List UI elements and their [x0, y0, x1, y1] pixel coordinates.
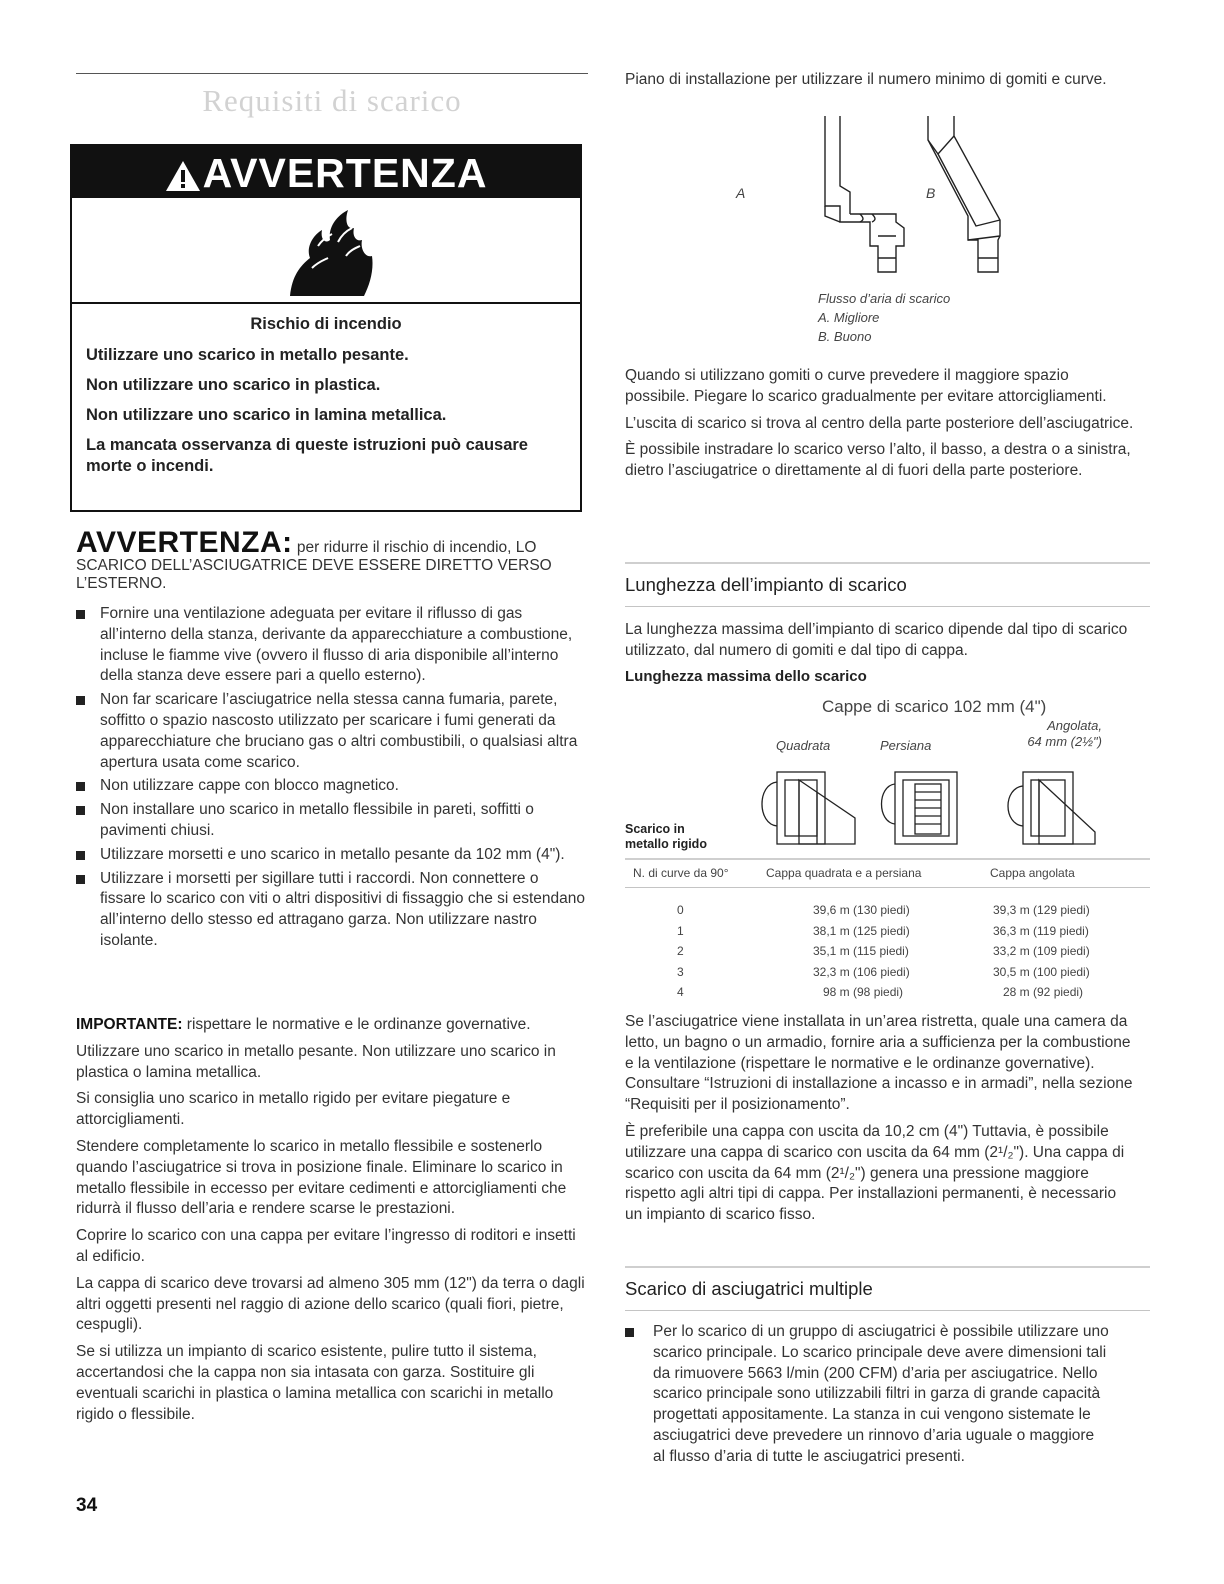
table-row: 3 32,3 m (106 piedi) 30,5 m (100 piedi) [677, 964, 1090, 979]
paragraph: È preferibile una cappa con uscita da 10,2 cm (4") Tuttavia, è possibile utilizzare una cappa di scarico con uscita da 64 mm (2¹/₂"). Una cappa di scarico con uscita da 64 mm (2¹/₂") genera una pressione maggiore rispetto agli altri tipi di cappa. Per installazioni permanenti, è necessario un impianto di scarico fisso. [625, 1122, 1125, 1224]
warning-text [86, 314, 566, 486]
table-row: 0 39,6 m (130 piedi) 39,3 m (129 piedi) [677, 903, 1090, 917]
duct-diagram [700, 116, 1020, 286]
warning-triangle-icon [165, 160, 201, 192]
list-item: Per lo scarico di un gruppo di asciugatrici è possibile utilizzare uno scarico principale. Lo scarico principale deve avere dimensioni tali da rimuovere 5663 l/min (200 CFM) d’aria per asciugatrice. Nello scarico principale sono utilizzabili filtri in garza di grande capacità progettati appositamente. La stanza in cui vengono sistemate le asciugatrici deve prevedere un rinnovo d’aria uguale o maggiore al flusso d’aria di tutte le asciugatrici presenti. [625, 1322, 1110, 1468]
duct-a [825, 116, 904, 272]
right-paragraphs-2 [625, 1012, 1135, 1226]
rule [625, 1310, 1150, 1311]
duct-b [928, 116, 1000, 272]
avvertenza-label: AVVERTENZA: [76, 526, 293, 559]
hood-label-angled: Angolata, 64 mm (2½") [1027, 718, 1102, 749]
figure-caption: Flusso d’aria di scarico A. Migliore B. Buono [818, 291, 951, 344]
angled-hood-icon [1008, 772, 1095, 844]
warning-box [70, 144, 582, 512]
paragraph: Stendere completamente lo scarico in metallo flessibile e sostenerlo quando l’asciugatrice si trova in posizione finale. Eliminare lo scarico in metallo flessibile in eccesso per evitare cedimenti e attorcigliamenti che ridurrà il flusso dell’aria e rendere scarse le prestazioni. [76, 1137, 567, 1218]
right-intro: Piano di installazione per utilizzare il numero minimo di gomiti e curve. [625, 71, 1107, 88]
table-top-rule [625, 858, 1150, 860]
table-header-rule [625, 887, 1150, 888]
square-hood-icon [762, 772, 855, 844]
section-title: Requisiti di scarico [202, 83, 462, 118]
louvered-hood-icon [882, 772, 958, 844]
rule [625, 1266, 1150, 1268]
paragraph: Quando si utilizzano gomiti o curve prevedere il maggiore spazio possibile. Piegare lo scarico gradualmente per evitare attorcigliamenti. [625, 367, 1107, 405]
warning-line: Non utilizzare uno scarico in plastica. [86, 376, 381, 394]
page-number: 34 [76, 1495, 98, 1516]
list-item: Utilizzare i morsetti per sigillare tutti i raccordi. Non connettere o fissare lo scarico con viti o altri dispositivi di fissaggio che si estendano all’interno dello stesso ed attragano garza. Non utilizzare nastro isolante. [76, 869, 588, 952]
table-row: 4 98 m (98 piedi) 28 m (92 piedi) [677, 985, 1084, 1000]
table-header-square: Cappa quadrata e a persiana [766, 866, 922, 880]
warning-title: Rischio di incendio [250, 315, 402, 333]
warning-line: Utilizzare uno scarico in metallo pesante. [86, 346, 409, 364]
paragraph: Si consiglia uno scarico in metallo rigido per evitare piegature e attorcigliamenti. [76, 1090, 511, 1129]
table-header-angled: Cappa angolata [990, 866, 1075, 880]
warning-divider [72, 302, 580, 304]
paragraph: Se l’asciugatrice viene installata in un’area ristretta, quale una camera da letto, un bagno o un armadio, fornire aria a sufficienza per la combustione e la ventilazione (rispettare le normative e le ordinanze governative). Consultare “Istruzioni di installazione a incasso e in armadi”, nella sezione “Requisiti per il posizionamento”. [625, 1013, 1133, 1114]
hood-label-square: Quadrata [776, 738, 831, 753]
paragraph: L’uscita di scarico si trova al centro della parte posteriore dell’asciugatrice. [625, 414, 1134, 432]
list-item: Fornire una ventilazione adeguata per evitare il riflusso di gas all’interno della stanza, derivante da apparecchiature a combustione, incluse le fiamme vive (ovvero il flusso di aria disponibile all’interno della stanza deve essere pari a quello esterno). [76, 604, 588, 687]
paragraph: La cappa di scarico deve trovarsi ad almeno 305 mm (12") da terra o dagli altri oggetti presenti nel raggio di azione dello scarico (quali fiori, pietre, cespugli). [76, 1274, 585, 1334]
list-item: Non installare uno scarico in metallo flessibile in pareti, soffitti o pavimenti chiusi. [76, 800, 588, 842]
heading-multiple-dryers: Scarico di asciugatrici multiple [625, 1278, 873, 1299]
hood-label-louvered: Persiana [880, 738, 932, 753]
avvertenza-text: per ridurre il rischio di incendio, LO SCARICO DELL’ASCIUGATRICE DEVE ESSERE DIRETTO VERSO L’ESTERNO. [76, 539, 552, 592]
paragraph: Utilizzare uno scarico in metallo pesante. Non utilizzare uno scarico in plastica o lamina metallica. [76, 1042, 556, 1081]
rule [625, 562, 1150, 564]
paragraph: Coprire lo scarico con una cappa per evitare l’ingresso di roditori e insetti al edificio. [76, 1227, 576, 1265]
multiple-bullet [625, 1322, 1110, 1471]
label-a: A [736, 185, 746, 201]
list-item: Utilizzare morsetti e uno scarico in metallo pesante da 102 mm (4"). [76, 845, 588, 866]
list-item: Non far scaricare l’asciugatrice nella stessa canna fumaria, parete, soffitto o spazio nascosto utilizzato per scaricare i fumi generati da apparecchiature che bruciano gas o altri combustibili, o qualsiasi altra apertura usata come scarico. [76, 690, 588, 773]
paragraph: È possibile instradare lo scarico verso l’alto, il basso, a destra o a sinistra, dietro l’asciugatrice o direttamente al di fuori della parte posteriore. [625, 441, 1131, 480]
right-paragraphs-1 [625, 366, 1135, 482]
length-text: La lunghezza massima dell’impianto di scarico dipende dal tipo di scarico utilizzato, dal numero di gomiti e dal tipo di cappa. [625, 621, 1128, 659]
avvertenza-statement [76, 526, 588, 593]
fire-icon [282, 206, 378, 298]
label-b: B [926, 185, 936, 201]
warning-line: La mancata osservanza di queste istruzioni può causare morte o incendi. [86, 436, 528, 475]
paragraph: Se si utilizza un impianto di scarico esistente, pulire tutto il sistema, accertandosi che la cappa non sia intasata con garza. Sostituire gli eventuali scarichi in plastica o lamina metallica con scarichi in metallo rigido o flessibile. [76, 1343, 554, 1423]
exhaust-hoods-figure [755, 762, 1125, 858]
rule [625, 606, 1150, 607]
table-header-curves: N. di curve da 90° [633, 866, 729, 880]
warning-line: Non utilizzare uno scarico in lamina metallica. [86, 406, 447, 424]
top-rule [76, 73, 588, 74]
length-table [625, 900, 1150, 1003]
table-row: 2 35,1 m (115 piedi) 33,2 m (109 piedi) [677, 944, 1090, 959]
warning-header-text: AVVERTENZA [202, 150, 488, 196]
left-bullet-list [76, 604, 588, 955]
warning-header [72, 146, 580, 198]
hoods-title: Cappe di scarico 102 mm (4") [822, 697, 1047, 716]
heading-exhaust-length: Lunghezza dell’impianto di scarico [625, 574, 907, 595]
important-note: IMPORTANTE: rispettare le normative e le ordinanze governative. [76, 1016, 531, 1033]
left-paragraphs [76, 1015, 588, 1431]
row-label-rigid: Scarico in metallo rigido [625, 822, 707, 851]
length-subhead: Lunghezza massima dello scarico [625, 668, 867, 685]
list-item: Non utilizzare cappe con blocco magnetico. [76, 776, 588, 797]
table-row: 1 38,1 m (125 piedi) 36,3 m (119 piedi) [677, 923, 1089, 938]
